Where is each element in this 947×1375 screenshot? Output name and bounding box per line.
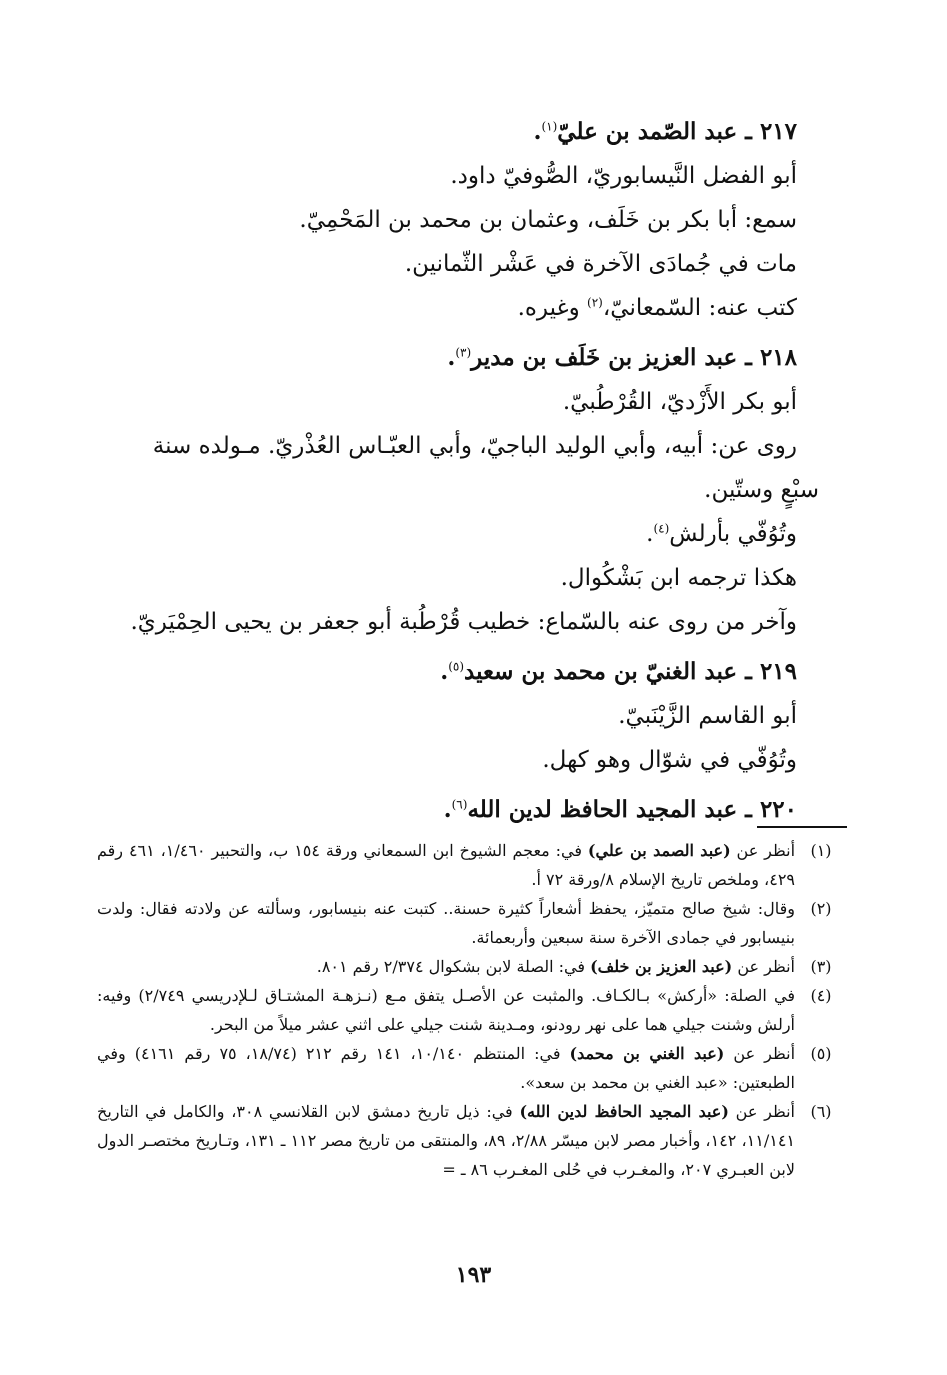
entry-number: ٢١٧	[759, 118, 797, 145]
entry-line-text: كتب عنه: السّمعانيّ،	[602, 295, 797, 321]
entry-heading	[107, 788, 797, 832]
entry-line: مات في جُمادَى الآخرة في عَشْر الثّمانين.	[404, 251, 797, 277]
entry-end: .	[447, 344, 456, 371]
footnote-text-part: أنظر عن	[728, 1102, 795, 1121]
entry-number: ٢١٩	[759, 658, 797, 685]
footnote-marker: (٢)	[587, 295, 603, 310]
footnote-text	[97, 981, 795, 1039]
footnote-number: (٣)	[810, 957, 832, 976]
footnote-marker: (١)	[541, 119, 558, 134]
entry-name: عبد المجيد الحافظ لدين الله	[467, 796, 738, 823]
entry-dash: ـ	[737, 658, 760, 685]
footnote	[97, 836, 847, 894]
footnote-text-part: وقال: شيخ صالح متميّز، يحفظ أشعاراً كثيرة حسنة.. كتبت عنه بنيسابور، وسألته عن ولادته فقال: ولدت بنيسابور في جمادى الآخرة سنة سبعين وأربعمائة.	[97, 899, 795, 947]
footnote-text-part: في: معجم الشيوخ ابن السمعاني ورقة ١٥٤ ب، والتحبير ١/٤٦٠، ٤٦١ رقم ٤٢٩، وملخص تاريخ الإسلام ٨/ورقة ٧٢ أ.	[97, 841, 795, 889]
footnote-source-name: (عبد المجيد الحافظ لدين الله)	[519, 1102, 729, 1121]
entry-dash: ـ	[737, 796, 760, 823]
entry-dash: ـ	[737, 118, 760, 145]
entry-end: .	[533, 118, 542, 145]
entry-line	[107, 512, 797, 556]
footnote	[97, 894, 847, 952]
entry-heading	[107, 110, 797, 154]
footnote	[97, 981, 847, 1039]
footnote-number: (٤)	[810, 986, 832, 1005]
entry-heading	[107, 336, 797, 380]
footnote-marker: (٣)	[455, 345, 472, 360]
entry-line: أبو بكر الأَزْديّ، القُرْطُبيّ.	[562, 389, 797, 415]
entry-line: هكذا ترجمه ابن بَشْكُوال.	[560, 565, 797, 591]
main-text	[107, 110, 819, 832]
entry-line	[107, 286, 797, 330]
footnote-text	[97, 1039, 795, 1097]
footnote-text-part: أنظر عن	[724, 1044, 796, 1063]
footnote-source-name: (عبد العزيز بن خلف)	[590, 957, 733, 976]
footnote-marker: (٦)	[451, 797, 468, 812]
entry-line: وآخر من روى عنه بالسّماع: خطيب قُرْطُبة أبو جعفر بن يحيى الحِمْيَريّ.	[130, 609, 797, 635]
entry-dash: ـ	[737, 344, 760, 371]
footnote-text-part: في: ذيل تاريخ دمشق لابن القلانسي ٣٠٨، والكامل في التاريخ ١١/١٤١، ١٤٢، وأخبار مصر لابن ميسّر ٢/٨٨، ٨٩، والمنتقى من تاريخ مصر ١١٢ ـ ١٣١، وتـاريخ مختصـر الدول لابن العبـري ٢٠٧، والمغـرب في حُلى المغـرب ٨٦ ـ =	[97, 1102, 796, 1179]
entry-line-text: وتُوُفّي بأرلش	[669, 521, 797, 547]
footnote	[97, 1097, 847, 1184]
footnote-text-part: أنظر عن	[730, 841, 796, 860]
footnote-text	[97, 836, 795, 894]
footnote-number: (٥)	[810, 1044, 832, 1063]
footnote-text-part: في: المنتظم ١٠/١٤٠، ١٤١ رقم ٢١٢ (١٨/٧٤، ٧٥ رقم ٤١٦١) وفي الطبعتين: «عبد الغني بن محمد بن سعد».	[97, 1044, 795, 1092]
entry-heading	[107, 650, 797, 694]
entry-name: عبد الغنيّ بن محمد بن سعيد	[464, 658, 738, 685]
entry-line: سبْعٍ وستّين.	[704, 477, 819, 503]
footnote-text	[97, 952, 795, 981]
entry-number: ٢٢٠	[759, 796, 797, 823]
page-number: ١٩٣	[455, 1262, 492, 1288]
entry-line-text: .	[646, 521, 654, 547]
footnote-text-part: في الصلة: «أركش» بـالكـاف. والمثبت عن الأصـل يتفق مـع (نـزهـة المشتـاق لـلإدريسي ٢/٧٤٩) وفيه: أرلش وشنت جيلي هما على نهر رودنو، ومـدينة شنت جيلي على اثني عشر ميلاً من البحر.	[97, 986, 796, 1034]
footnote-text-part: أنظر عن	[732, 957, 795, 976]
footnote-source-name: (عبد الصمد بن علي)	[587, 841, 731, 860]
entry-line: سمع: أبا بكر بن خَلَف، وعثمان بن محمد بن المَحْمِيّ.	[299, 207, 797, 233]
footnote-number: (١)	[810, 841, 832, 860]
footnote	[97, 1039, 847, 1097]
entry-end: .	[443, 796, 452, 823]
entry-line: وتُوُفّي في شوّال وهو كهل.	[542, 747, 797, 773]
footnote-number: (٦)	[810, 1102, 832, 1121]
entry-end: .	[440, 658, 449, 685]
footnotes	[97, 836, 847, 1184]
entry-name: عبد العزيز بن خَلَف بن مدير	[471, 344, 738, 371]
footnote-source-name: (عبد الغني بن محمد)	[569, 1044, 725, 1063]
footnote-number: (٢)	[810, 899, 832, 918]
footnote-marker: (٥)	[448, 659, 465, 674]
footnote-text	[97, 1097, 795, 1184]
entry-number: ٢١٨	[759, 344, 797, 371]
footnote-text	[97, 894, 795, 952]
entry-line: أبو الفضل النَّيسابوريّ، الصُّوفيّ داود.	[450, 163, 797, 189]
footnote	[97, 952, 847, 981]
entry-name: عبد الصّمد بن عليّ	[557, 118, 738, 145]
footnote-text-part: في: الصلة لابن بشكوال ٢/٣٧٤ رقم ٨٠١.	[316, 957, 591, 976]
entry-line: أبو القاسم الزَّيْنَبيّ.	[618, 703, 797, 729]
footnote-marker: (٤)	[653, 521, 670, 536]
entry-line-text: وغيره.	[517, 295, 588, 321]
entry-line: روى عن: أبيه، وأبي الوليد الباجيّ، وأبي العبّـاس العُذْريّ. مـولده سنة	[152, 433, 797, 459]
footnote-separator	[757, 826, 847, 828]
